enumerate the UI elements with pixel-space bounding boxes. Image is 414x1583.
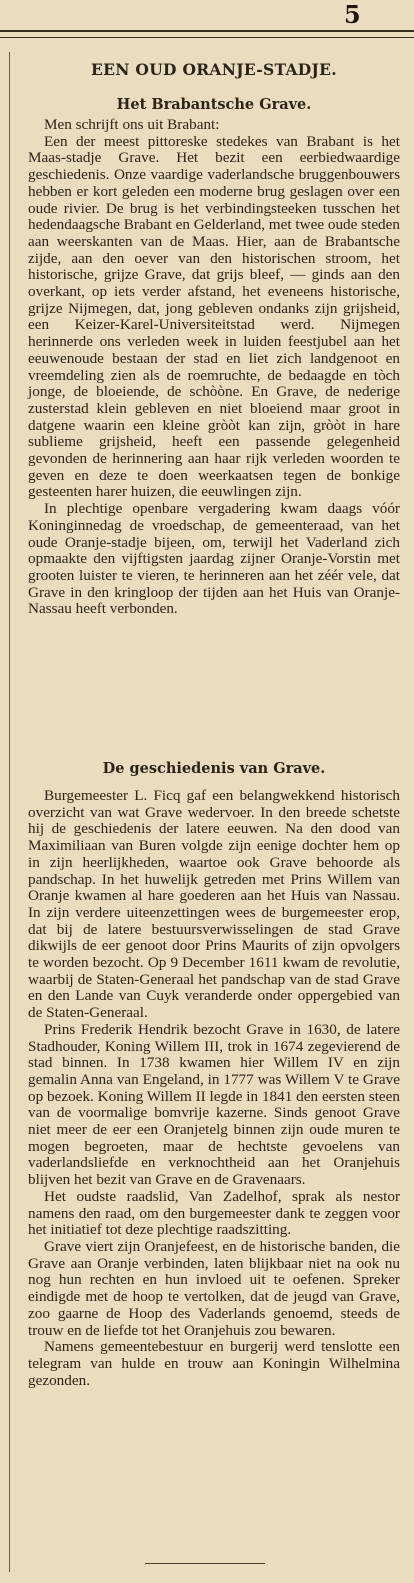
section-2-heading-block: [28, 760, 400, 777]
paragraph: Burgemeester L. Ficq gaf een belangwekkend historisch overzicht van wat Grave wedervoer. In den breede schetste hij de geschiedenis der latere eeuwen. Na den dood van Maximiliaan van Buren volgde zijn eenige dochter hem op in zijn heerlijkheden, waartoe ook Grave behoorde als pandschap. In het huwelijk getreden met Prins Willem van Oranje kwamen al hare goederen aan het Huis van Nassau. In zijn verdere uiteenzettingen wees de burgemeester erop, dat bij de latere bestuursverwisselingen de stad Grave dikwijls de eer genoot door Prins Maurits of zijn opvolgers te worden bezocht. Op 9 December 1611 kwam de revolutie, waarbij de Staten-Generaal het pandschap van de stad Grave en den Lande van Cuyk veranderde onder oppergebied van de Staten-Generaal.: [28, 787, 400, 1022]
paragraph: Namens gemeentebestuur en burgerij werd tenslotte een telegram van hulde en trouw aan Koningin Wilhelmina gezonden.: [28, 1338, 400, 1389]
section-heading: De geschiedenis van Grave.: [102, 760, 326, 777]
paragraph: Het oudste raadslid, Van Zadelhof, sprak als nestor namens den raad, om den burgemeester dank te zeggen voor het initiatief tot deze plechtige raadszitting.: [28, 1187, 400, 1239]
section-2: [28, 788, 400, 1389]
article-title-block: [28, 60, 400, 79]
paragraph: In plechtige openbare vergadering kwam daags vóór Koninginnedag de vroedschap, de gemeenteraad, van het oude Oranje-stadje bijeen, om, terwijl het Vaderland zich opmaakte den vijftigsten jaardag zijner Oranje-Vorstin met grooten luister te vieren, te herinneren aan het zéér vele, dat Grave in den kringloop der tijden aan het Huis van Oranje-Nassau heeft verbonden.: [28, 500, 400, 618]
header-rule-thin: [0, 37, 414, 38]
header-rule: [0, 30, 414, 32]
paragraph: Grave viert zijn Oranjefeest, en de historische banden, die Grave aan Oranje verbinden, laten blijkbaar niet na ook nu nog hun rechten en hun invloed uit te oefenen. Spreker eindigde met de hoop te vertolken, dat de jeugd van Grave, zoo gaarne de Hoop des Vaderlands genoemd, steeds de trouw en de liefde tot het Oranjehuis zou bewaren.: [28, 1237, 400, 1339]
end-rule: [145, 1563, 265, 1564]
column-rule: [9, 52, 10, 1572]
paragraph: Een der meest pittoreske stedekes van Brabant is het Maas-stadje Grave. Het bezit een eerbiedwaardige geschiedenis. Onze vaardige vaderlandsche bruggenbouwers hebben er kort geleden een moderne brug geslagen over een oude rivier. De brug is het verbindingsteeken tusschen het hedendaagsche Brabant en Gelderland, met twee oude steden aan weerskanten van de Maas. Hier, aan de Brabantsche zijde, aan den oever van den historischen stroom, het historische, grijze Grave, dat grijs bleef, — ginds aan den overkant, op iets verder afstand, het eveneens historische, grijze Nijmegen, dat, jong gebleven ondanks zijn grijsheid, een Keizer-Karel-Universiteitstad werd. Nijmegen herinnerde ons verleden week in luiden feestjubel aan het eeuwenoude bestaan der stad en liet zich landgenoot en vreemdeling zien als de roemruchte, de bedaagde en tòch jonge, de bloeiende, de schòòne. En Grave, de nederige zusterstad klein gebleven en niet bloeiend maar groot in datgene waarin een kleine gròòt kan zijn, gròòt in hare sublieme grijsheid, heeft een passende gelegenheid gevonden de herinnering aan haar rijk verleden woorden te geven en deze te doen weerkaatsen tegen de bonkige gesteenten harer huizen, die eeuwlingen zijn.: [28, 132, 400, 501]
article-subtitle-block: [28, 96, 400, 113]
section-1: [28, 117, 400, 618]
article-title: EEN OUD ORANJE-STADJE.: [91, 60, 337, 79]
page-number: 5: [344, 0, 361, 29]
article-subtitle: Het Brabantsche Grave.: [116, 96, 312, 113]
paragraph: Men schrijft ons uit Brabant:: [44, 116, 220, 133]
paragraph: Prins Frederik Hendrik bezocht Grave in 1630, de latere Stadhouder, Koning Willem III, trok in 1674 zegevierend de stad binnen. In 1738 kwamen hier Willem IV en zijn gemalin Anna van Engeland, in 1777 was Willem V te Grave op bezoek. Koning Willem II legde in 1841 den eersten steen van de voormalige bomvrije kazerne. Sinds genoot Grave niet meer de eer een Oranjetelg binnen zijn oude muren te mogen begroeten, maar de hechtste gevoelens van vaderlandsliefde en verknochtheid aan het Oranjehuis blijven het bezit van Grave en de Gravenaars.: [28, 1020, 400, 1189]
